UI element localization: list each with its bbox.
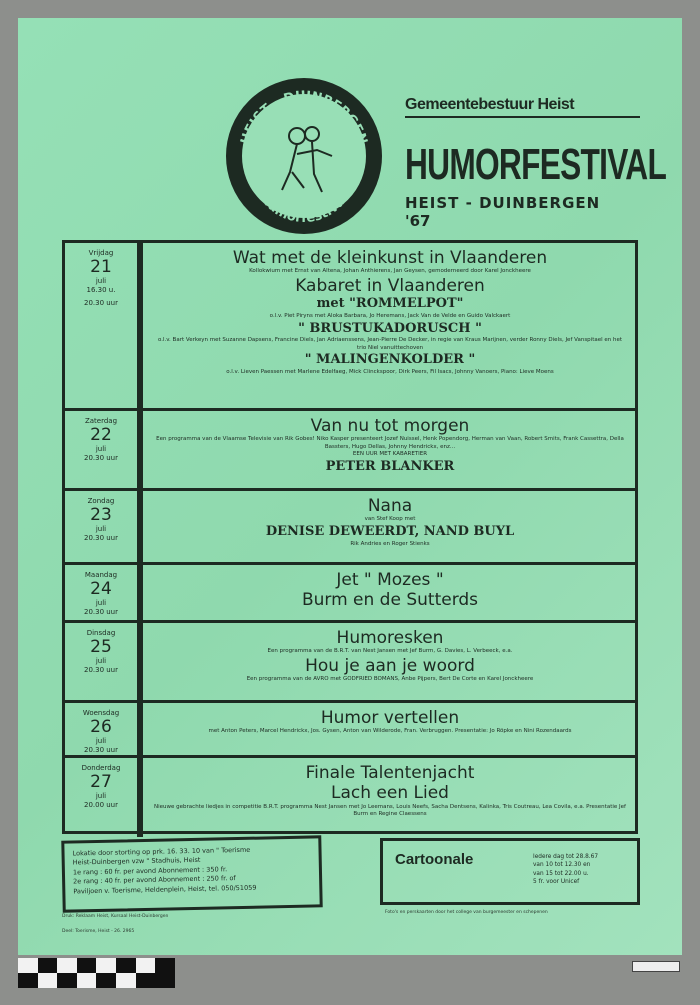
program-cell [149, 491, 631, 562]
program-text: Kollokwium met Ernst van Altena, Johan Anthierens, Jan Geysen, gemoderneerd door Karel Jonckheere [249, 268, 531, 275]
checker-square [77, 958, 97, 973]
cartoonale-box [380, 838, 640, 905]
weekday: Donderdag [81, 764, 121, 772]
date-cell [65, 703, 143, 755]
year: '67 [405, 212, 431, 230]
ticket-line: 1e rang : 60 fr. per avond Abonnement : 350 fr. [72, 865, 228, 877]
program-text: van Stef Koop met [364, 516, 416, 523]
festival-logo [226, 78, 382, 234]
date-cell [65, 565, 143, 620]
cartoonale-line: van 10 tot 12.30 en [533, 862, 591, 869]
program-text: " BRUSTUKADORUSCH " [298, 320, 482, 336]
month: juli [95, 656, 107, 665]
program-schedule [62, 240, 638, 834]
checker-square [136, 973, 156, 988]
time: 20.30 uur [83, 665, 118, 674]
day-number: 25 [90, 637, 112, 658]
cartoonale-title: Cartoonale [395, 851, 474, 868]
svg-text:HEIST - DUINBERGEN: HEIST - DUINBERGEN [238, 88, 370, 147]
program-cell [149, 411, 631, 488]
program-text: Humoresken [336, 628, 444, 648]
date-cell [65, 243, 143, 408]
month: juli [95, 791, 107, 800]
program-text: Nieuwe gebrachte liedjes in competitie B.R.T. programma Nest Jansen met Jo Leemans, Louis Neefs, Sacha Dentsens, Kalinka, Tris Coutreau, Lea Covila, e.a. Presentatie Jef Burm en Regine Claessens [154, 803, 626, 818]
color-checker-strip [18, 958, 175, 988]
program-text: met Anton Peters, Marcel Hendrickx, Jos. Gysen, Anton van Wilderode, Fran. Verbruggen. Presentatie: Jo Röpke en Nini Rozendaards [208, 728, 572, 735]
date-cell [65, 491, 143, 562]
program-text: EEN UUR MET KABARETIER [352, 451, 428, 458]
day-number: 24 [90, 579, 112, 600]
month: juli [95, 598, 107, 607]
program-text: Een programma van de Vlaamse Televisie van Rik Gobes! Niko Kasper presenteert Jozef Nuissel, Henk Popendorg, Herman van Vaan, Robert Smits, Frank Cassettra, Della Bassters, Hugo Dellas, Johnny Hendrickx, enz... [156, 436, 624, 450]
place: HEIST - DUINBERGEN [405, 194, 601, 212]
schedule-row [65, 703, 635, 758]
ticket-line: 2e rang : 40 fr. per avond Abonnement : 250 fr. of [73, 874, 236, 886]
weekday: Maandag [84, 571, 118, 579]
program-text: met "ROMMELPOT" [316, 296, 464, 312]
program-cell [149, 758, 631, 837]
program-text: " MALINGENKOLDER " [304, 352, 476, 368]
weekday: Vrijdag [88, 249, 114, 257]
program-cell [149, 623, 631, 700]
schedule-row [65, 565, 635, 623]
checker-square [155, 958, 175, 973]
logo-ring-text [226, 78, 382, 234]
program-text: Lach een Lied [331, 783, 449, 804]
time: 20.30 uur [83, 298, 118, 307]
month: juli [95, 524, 107, 533]
program-text: o.l.v. Lieven Paessen met Marlene Edelfaeg, Mick Clinckspoor, Dirk Peers, Fil Isacs, Johnny Vanoers, Piano: Lieve Moens [226, 369, 554, 376]
date-cell [65, 623, 143, 700]
cartoonale-line: Iedere dag tot 28.8.67 [533, 854, 599, 860]
checker-square [136, 958, 156, 973]
schedule-row [65, 758, 635, 837]
program-cell [149, 703, 631, 755]
checker-square [116, 958, 136, 973]
checker-square [116, 973, 136, 988]
day-number: 23 [90, 505, 112, 526]
checker-square [38, 973, 58, 988]
month: juli [95, 444, 107, 453]
time: 20.30 uur [83, 745, 118, 754]
footer-note: Foto's en perskaarten door het college van burgemeester en schepenen [385, 910, 548, 915]
month: juli [95, 736, 107, 745]
time: 20.30 uur [83, 607, 118, 616]
date-cell [65, 411, 143, 488]
program-text: o.l.v. Piet Piryns met Aloka Barbara, Jo Heremans, Jack Van de Velde en Guido Valckaert [269, 313, 511, 320]
archive-label [632, 961, 680, 972]
schedule-row [65, 411, 635, 491]
cartoonale-line: van 15 tot 22.00 u. [533, 870, 589, 877]
program-text: Humor vertellen [320, 708, 460, 728]
checker-square [57, 973, 77, 988]
checker-square [57, 958, 77, 973]
weekday: Zaterdag [84, 417, 118, 425]
schedule-row [65, 623, 635, 703]
svg-text:Humorfestival: Humorfestival [256, 191, 352, 227]
program-text: Van nu tot morgen [310, 416, 470, 436]
program-text: Kabaret in Vlaanderen [295, 275, 485, 296]
checker-square [38, 958, 58, 973]
day-number: 21 [90, 257, 112, 278]
checker-square [18, 958, 38, 973]
program-text: Burm en de Sutterds [301, 590, 479, 611]
program-text: Finale Talentenjacht [305, 763, 475, 783]
time: 16.30 u. [86, 285, 116, 294]
day-number: 26 [90, 717, 112, 738]
checker-square [96, 973, 116, 988]
footer-printer: Druk: Reklaam Heist, Kursaal Heist-Duinbergen [62, 914, 169, 919]
weekday: Zondag [87, 497, 115, 505]
program-text: DENISE DEWEERDT, NAND BUYL [265, 523, 515, 539]
schedule-row [65, 243, 635, 411]
organizer: Gemeentebestuur Heist [405, 96, 640, 118]
program-text: Wat met de kleinkunst in Vlaanderen [232, 248, 548, 268]
program-text: Nana [367, 496, 413, 516]
weekday: Dinsdag [86, 629, 116, 637]
program-text: Jet " Mozes " [336, 570, 444, 590]
cartoonale-line: 5 fr. voor Unicef [533, 879, 580, 886]
program-text: Een programma van de B.R.T. van Nest Jansen met Jef Burm, G. Davies, L. Verbeeck, e.a. [267, 648, 513, 655]
program-text: Een programma van de AVRO met GODFRIED BOMANS, Anbe Pijpers, Bert De Corte en Karel Jonckheere [246, 676, 534, 683]
day-number: 22 [90, 425, 112, 446]
poster-title: HUMORFESTIVAL [405, 140, 667, 189]
program-cell [149, 243, 631, 408]
ticket-line: Paviljoen v. Toerisme, Heldenplein, Heist, tel. 050/51059 [73, 883, 257, 896]
program-text: PETER BLANKER [325, 458, 455, 474]
program-text: Rik Andries en Roger Stienks [350, 540, 430, 547]
ticket-info-box [61, 835, 322, 912]
program-text: o.l.v. Bart Verkeyn met Suzanne Dapsens, Francine Diels, Jan Adriaenssens, Jean-Pierre De Decker, in regie van Kraus Marijnen, verder Ronny Diels, Jef Vanspitael en het trio Niel vanuittechoven [157, 337, 623, 351]
program-text: Hou je aan je woord [305, 655, 475, 676]
time: 20.00 uur [83, 800, 118, 809]
time: 20.30 uur [83, 453, 118, 462]
month: juli [95, 276, 107, 285]
schedule-row [65, 491, 635, 565]
checker-square [18, 973, 38, 988]
weekday: Woensdag [82, 709, 120, 717]
ticket-line: Lokatie door storting op prk. 16. 33. 10 van " Toerisme [72, 845, 251, 858]
checker-square [155, 973, 175, 988]
ticket-line: Heist-Duinbergen vzw " Stadhuis, Heist [72, 856, 201, 867]
date-cell [65, 758, 143, 837]
checker-square [96, 958, 116, 973]
footer-reg: Deel: Toerisme, Heist - 26. 2965 [62, 929, 135, 934]
day-number: 27 [90, 772, 112, 793]
time: 20.30 uur [83, 533, 118, 542]
checker-square [77, 973, 97, 988]
program-cell [149, 565, 631, 620]
